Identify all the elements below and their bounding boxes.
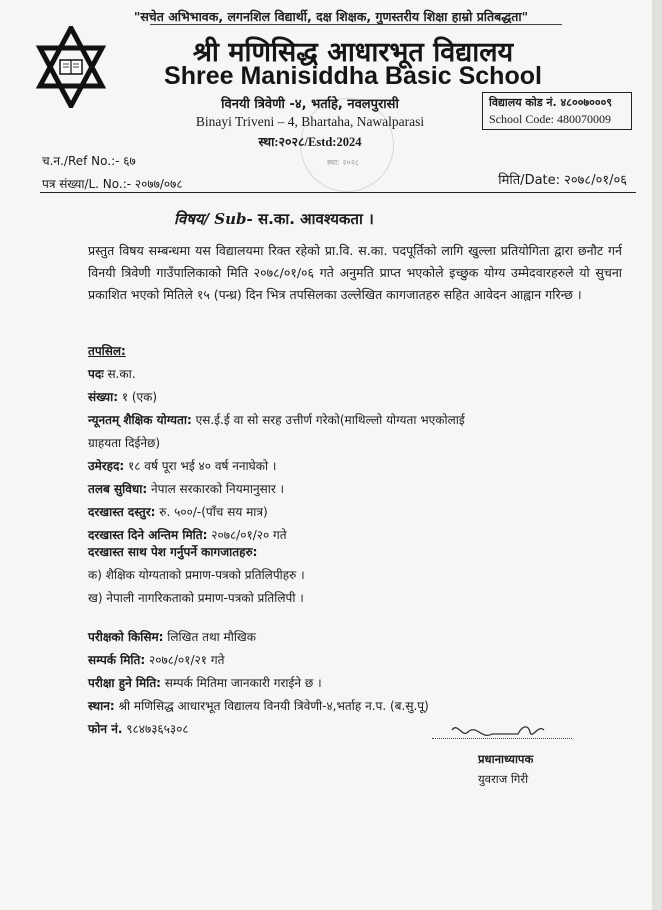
- school-name-english: Shree Manisiddha Basic School: [164, 62, 542, 90]
- school-code-nepali: विद्यालय कोड नं. ४८००७०००९: [489, 96, 613, 109]
- subject-line: [174, 209, 374, 229]
- salary-value: नेपाल सरकारको नियमानुसार ।: [147, 482, 285, 496]
- subject-text: स.का. आवश्यकता ।: [257, 210, 374, 228]
- post-value: स.का.: [103, 367, 136, 381]
- signatory-title: प्रधानाध्यापक: [478, 752, 534, 766]
- subject-label: विषय/ Sub-: [174, 210, 253, 228]
- contact-date-label: सम्पर्क मिति:: [88, 653, 146, 667]
- stamp-text: स्था: २०२८: [327, 158, 360, 167]
- qualification-value: एस.ई.ई वा सो सरह उत्तीर्ण गरेको(माथिल्लो योग्यता भएकोलाई: [191, 413, 465, 427]
- fee-value: रु. ५००/-(पाँच सय मात्र): [155, 505, 268, 519]
- venue-value: श्री मणिसिद्ध आधारभूत विद्यालय विनयी त्रिवेणी-४,भर्ताह न.प. (ब.सु.पू): [114, 699, 429, 713]
- phone-value: ९८४७३६५३०८: [122, 722, 189, 736]
- age-value: १८ वर्ष पूरा भई ४० वर्ष ननाघेको ।: [124, 459, 277, 473]
- exam-type-value: लिखित तथा मौखिक: [163, 630, 256, 644]
- document-item: ख) नेपाली नागरिकताको प्रमाण-पत्रको प्रतिलिपी ।: [88, 591, 304, 605]
- qualification-value-cont: ग्राहयता दिईनेछ): [88, 436, 161, 450]
- documents-heading: दरखास्त साथ पेश गर्नुपर्ने कागजातहरु:: [88, 545, 258, 559]
- qualification-label: न्यूनतम् शैक्षिक योग्यता:: [88, 413, 192, 427]
- document-item: क) शैक्षिक योग्यताको प्रमाण-पत्रको प्रतिलिपीहरु ।: [88, 568, 305, 582]
- school-logo: [30, 26, 112, 108]
- signature-line: [432, 738, 572, 739]
- address-english: Binayi Triveni – 4, Bhartaha, Nawalparasi: [195, 114, 425, 129]
- venue-label: स्थान:: [88, 699, 115, 713]
- contact-date-value: २०७८/०१/२१ गते: [145, 653, 225, 667]
- exam-type-label: परीक्षको किसिम:: [88, 630, 164, 644]
- fee-label: दरखास्त दस्तुर:: [88, 505, 156, 519]
- body-paragraph: प्रस्तुत विषय सम्बन्धमा यस विद्यालयमा रिक्त रहेको प्रा.वि. स.का. पदपूर्तिको लागि खुल्ला प्रतियोगिता द्वारा छनौट गर्न विनयी त्रिवेणी गाउँपालिकाको मिति २०७८/०१/०६ गते अनुमति प्राप्त भएकोले इच्छुक योग्य उम्मेदवारहरुले यो सुचना प्रकाशित भएको मितिले १५ (पन्ध्र) दिन भित्र तपसिलका उल्लेखित कागजातहरु सहित आवेदन आह्वान गरिन्छ ।: [88, 243, 622, 302]
- documents-section: [88, 541, 638, 610]
- school-code-english: School Code: 480070009: [489, 112, 611, 126]
- details-section: [88, 340, 638, 547]
- school-name-nepali: श्री मणिसिद्ध आधारभूत विद्यालय: [192, 37, 514, 68]
- count-label: संख्या:: [88, 390, 118, 404]
- deadline-label: दरखास्त दिने अन्तिम मिति:: [88, 528, 208, 542]
- established-year: स्था:२०२८/Estd:2024: [258, 135, 362, 149]
- post-label: पदः: [88, 367, 104, 381]
- school-code-box: [482, 92, 632, 130]
- signature-scribble: [448, 720, 568, 746]
- deadline-value: २०७८/०१/२० गते: [207, 528, 287, 542]
- reference-number: च.न./Ref No.:- ६७: [42, 154, 136, 168]
- letter-date: मिति/Date: २०७८/०१/०६: [498, 173, 627, 188]
- address-nepali: विनयी त्रिवेणी -४, भर्ताहे, नवलपुरासी: [221, 97, 399, 112]
- details-heading: तपसिल:: [88, 344, 126, 358]
- exam-date-label: परीक्षा हुने मिति:: [88, 676, 161, 690]
- header-divider: [40, 192, 636, 193]
- page-edge: [652, 0, 662, 910]
- salary-label: तलब सुविधा:: [88, 482, 148, 496]
- school-motto: "सचेत अभिभावक, लगनशिल विद्यार्थी, दक्ष शिक्षक, गुणस्तरीय शिक्षा हाम्रो प्रतिबद्धता": [133, 9, 529, 24]
- count-value: १ (एक): [118, 390, 158, 404]
- age-label: उमेरहद:: [88, 459, 125, 473]
- school-stamp: [300, 98, 394, 192]
- phone-label: फोन नं.: [88, 722, 123, 736]
- letter-number: पत्र संख्या/L. No.:- २०७७/०७८: [42, 177, 183, 191]
- exam-date-value: सम्पर्क मितिमा जानकारी गराईने छ ।: [160, 676, 322, 690]
- signatory-name: युवराज गिरी: [478, 772, 529, 786]
- motto-underline: [150, 24, 562, 25]
